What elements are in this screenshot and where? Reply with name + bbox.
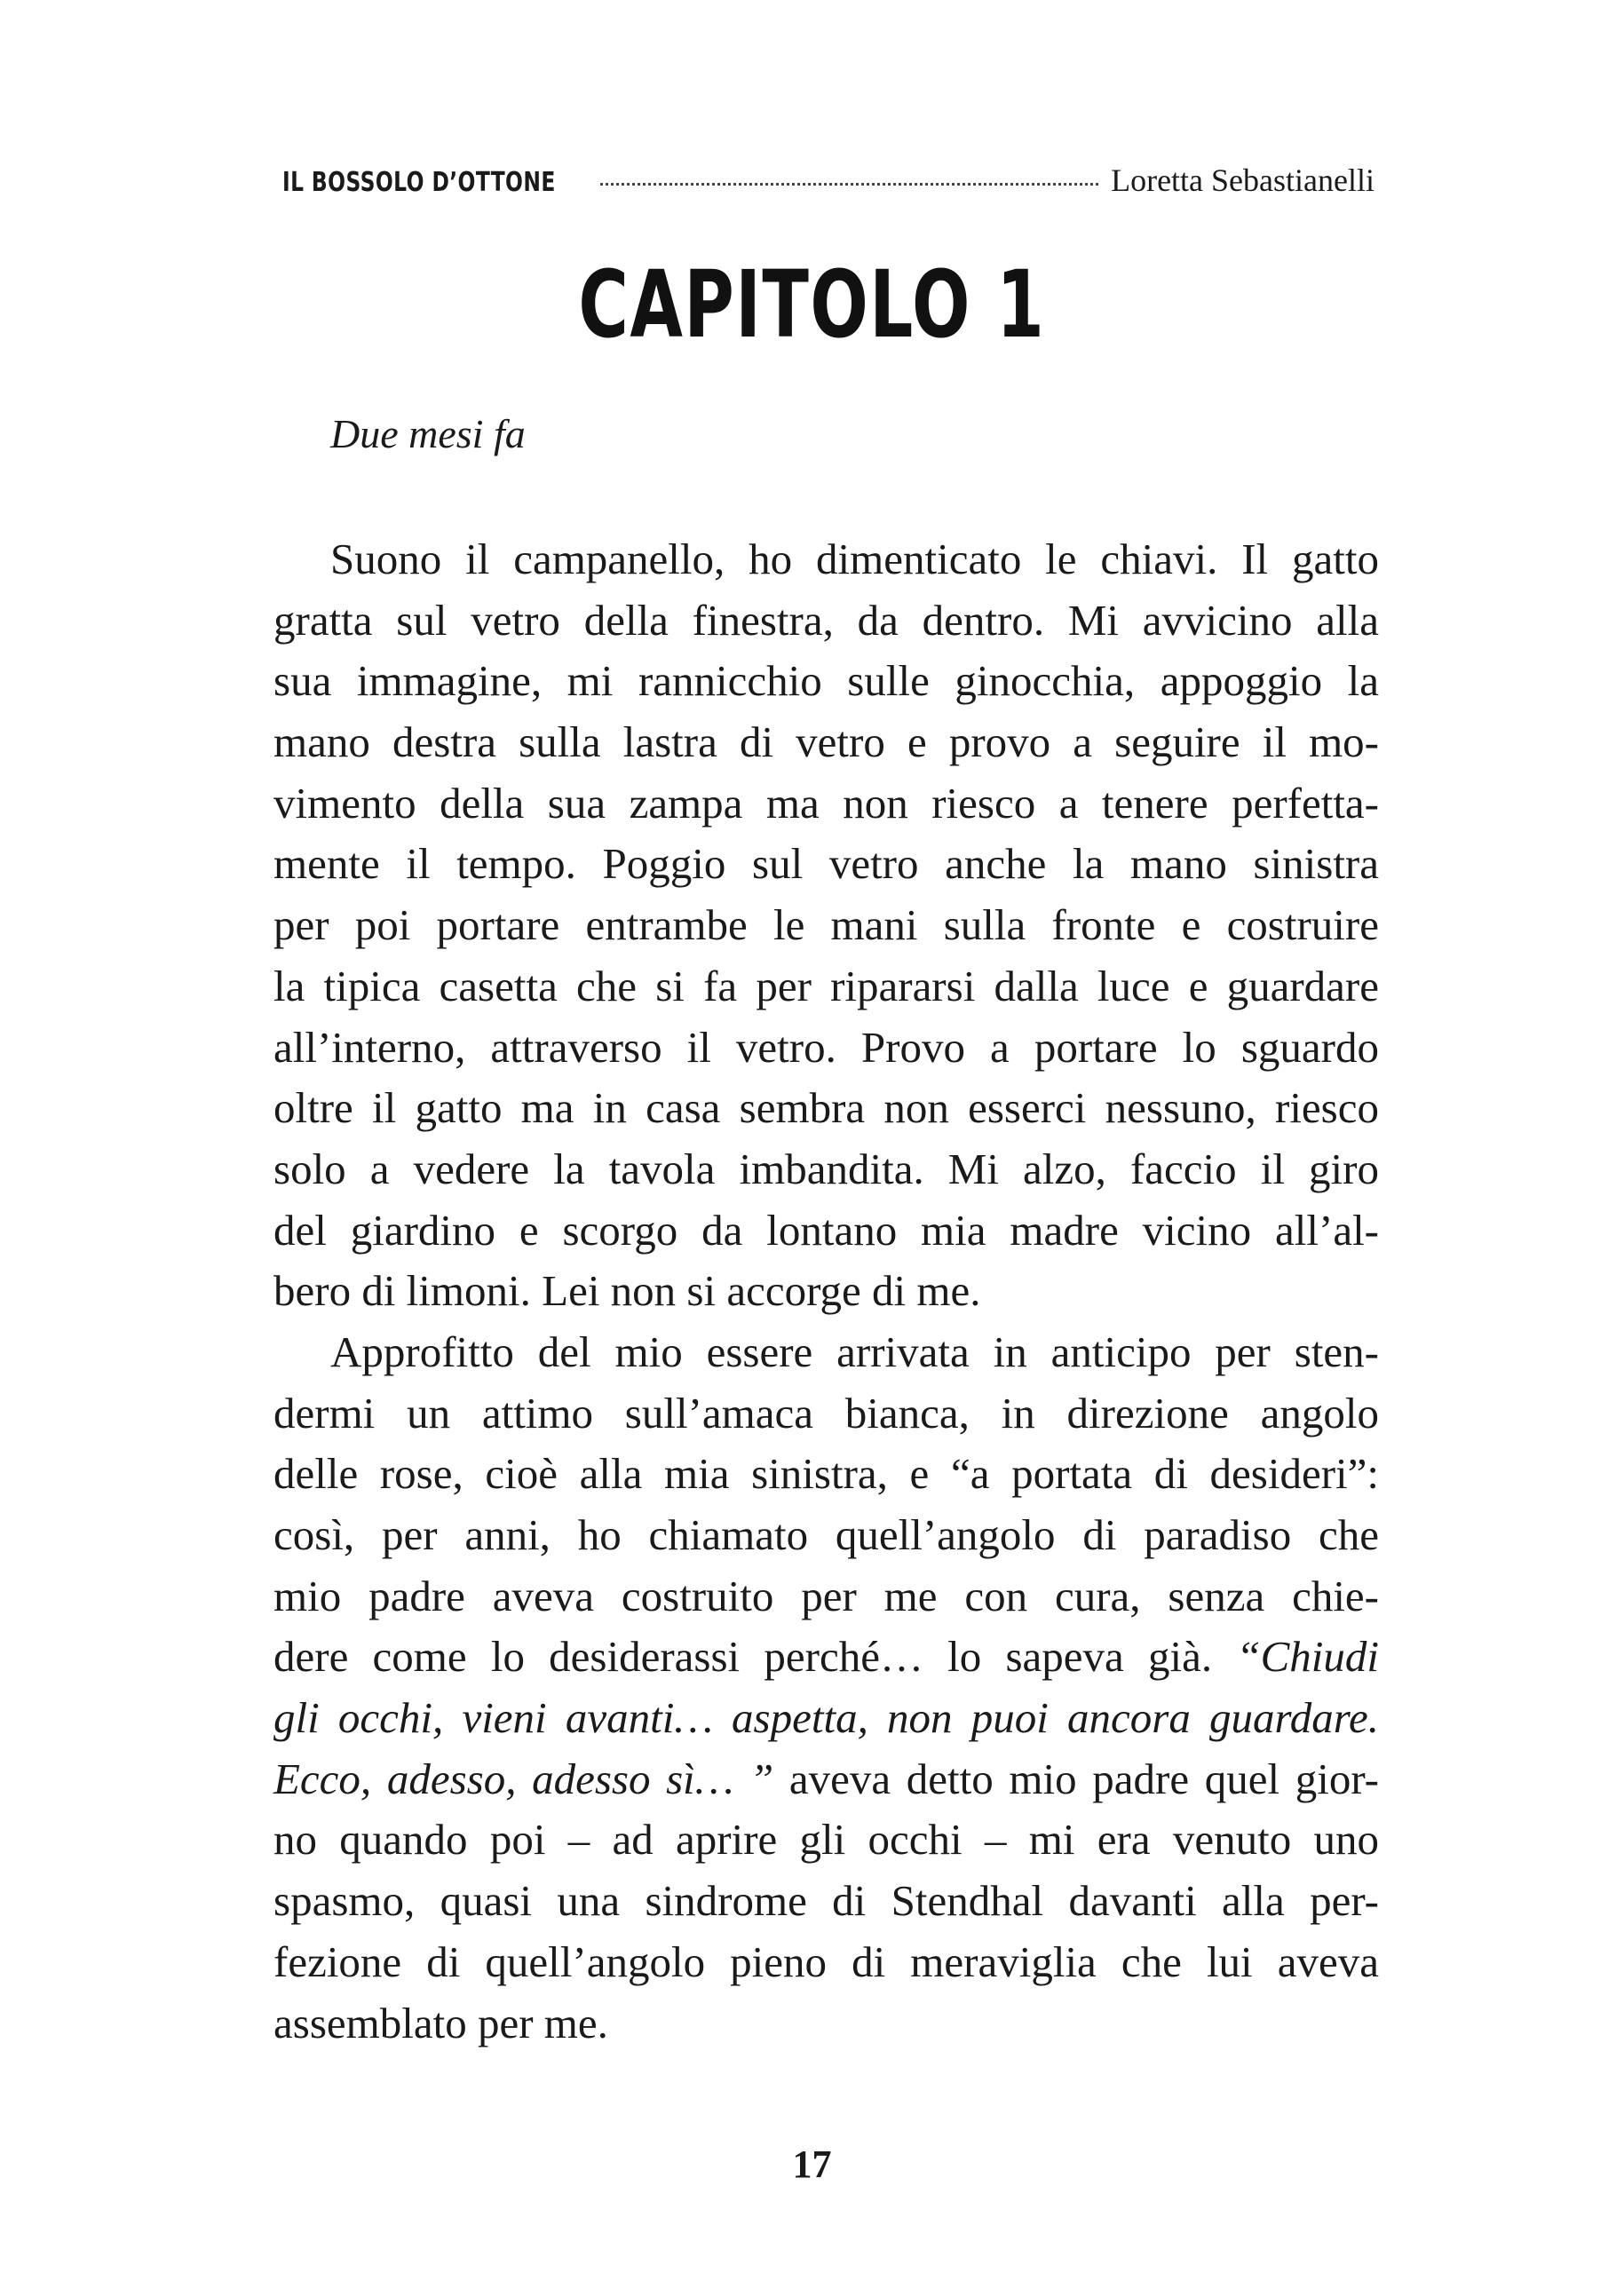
text-line: assemblato per me.	[273, 1998, 608, 2047]
page-number: 17	[792, 2142, 832, 2186]
chapter-heading	[0, 250, 1624, 359]
text-line: mio padre aveva costruito per me con cura, senza chie-	[273, 1571, 1379, 1620]
text-line: così, per anni, ho chiamato quell’angolo di paradiso che	[273, 1510, 1379, 1559]
text-segment: aveva detto mio padre quel gior-	[788, 1754, 1379, 1803]
book-title: IL BOSSOLO D’OTTONE	[282, 167, 556, 198]
text-segment: dere come lo desiderassi perché… lo sapeva già.	[273, 1632, 1213, 1682]
text-line: gli occhi, vieni avanti… aspetta, non puoi ancora guardare.	[273, 1693, 1379, 1743]
text-line: gratta sul vetro della finestra, da dentro. Mi avvicino alla	[273, 595, 1379, 645]
text-line: bero di limoni. Lei non si accorge di me.	[273, 1266, 981, 1316]
text-line: la tipica casetta che si fa per ripararsi dalla luce e guardare	[273, 961, 1379, 1010]
text-line: all’interno, attraverso il vetro. Provo a portare lo sguardo	[273, 1022, 1379, 1072]
text-line	[273, 1749, 1379, 1810]
text-line: fezione di quell’angolo pieno di meraviglia che lui aveva	[273, 1936, 1379, 1986]
dot-leader	[600, 183, 1098, 186]
body-text	[273, 529, 1379, 2054]
text-line: Suono il campanello, ho dimenticato le chiavi. Il gatto	[330, 535, 1379, 583]
text-line: mano destra sulla lastra di vetro e provo a seguire il mo-	[273, 717, 1379, 767]
text-line: no quando poi – ad aprire gli occhi – mi era venuto uno	[273, 1815, 1379, 1865]
text-line: mente il tempo. Poggio sul vetro anche la mano sinistra	[273, 839, 1379, 889]
italic-quote: “Chiudi	[1236, 1632, 1380, 1682]
text-line: dermi un attimo sull’amaca bianca, in direzione angolo	[273, 1388, 1379, 1437]
text-line: oltre il gatto ma in casa sembra non esserci nessuno, riesco	[273, 1083, 1379, 1133]
text-line: delle rose, cioè alla mia sinistra, e “a portata di desideri”:	[273, 1449, 1379, 1499]
text-line: del giardino e scorgo da lontano mia madre vicino all’al-	[273, 1205, 1379, 1255]
text-line: vimento della sua zampa ma non riesco a tenere perfetta-	[273, 778, 1379, 828]
time-marker: Due mesi fa	[330, 411, 526, 456]
running-header	[282, 162, 1374, 199]
italic-quote: Ecco, adesso, adesso sì… ”	[273, 1754, 774, 1803]
text-line: solo a vedere la tavola imbandita. Mi alzo, faccio il giro	[273, 1144, 1379, 1193]
text-line: sua immagine, mi rannicchio sulle ginocchia, appoggio la	[273, 656, 1379, 706]
text-line	[273, 1627, 1379, 1688]
text-line: per poi portare entrambe le mani sulla fronte e costruire	[273, 900, 1379, 950]
text-line: spasmo, quasi una sindrome di Stendhal davanti alla per-	[273, 1876, 1379, 1926]
author-name: Loretta Sebastianelli	[1111, 162, 1374, 198]
text-line: Approfitto del mio essere arrivata in anticipo per sten-	[330, 1327, 1379, 1376]
chapter-title: CAPITOLO 1	[578, 250, 1046, 359]
